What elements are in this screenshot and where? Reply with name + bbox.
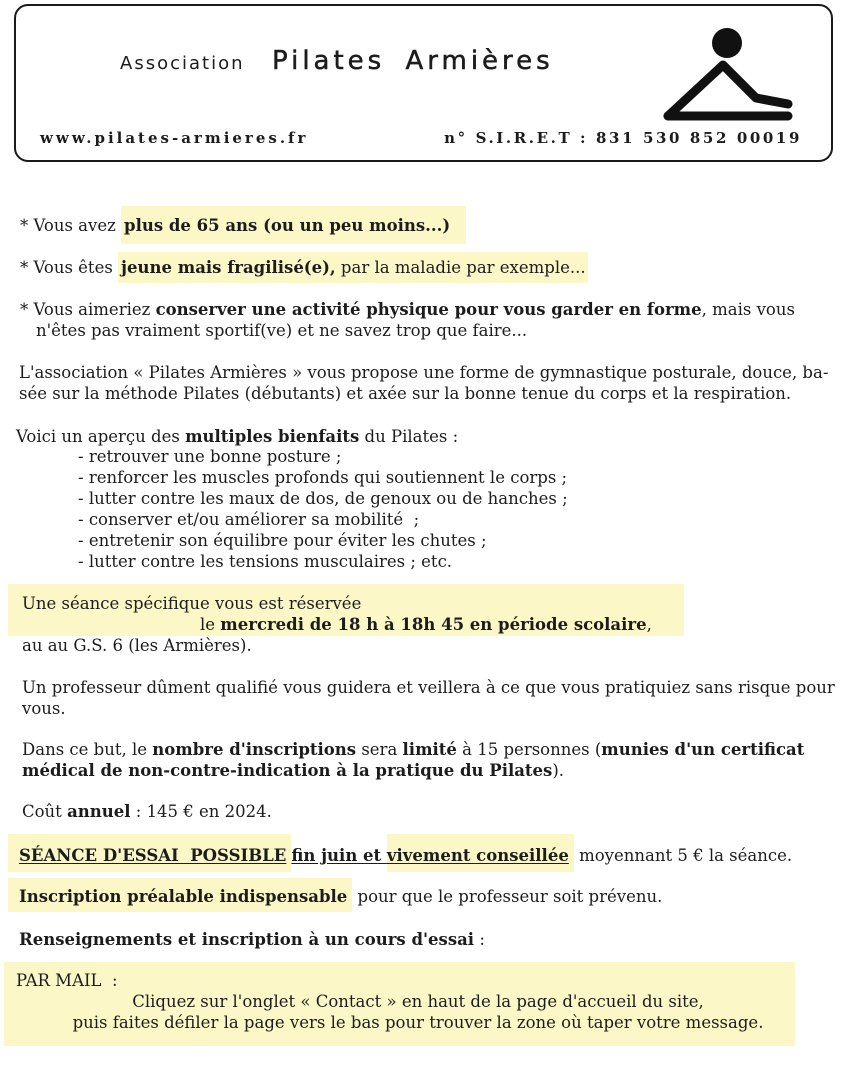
intro-fragile-text: * Vous êtes [20, 258, 119, 277]
session-location: au au G.S. 6 (les Armières). [22, 636, 252, 655]
benefit-item: - entretenir son équilibre pour éviter les chutes ; [78, 531, 487, 550]
teacher-line-2: vous. [22, 699, 66, 718]
limit-text-1: Dans ce but, le [22, 740, 153, 759]
association-label: Association [120, 53, 245, 74]
contact-heading-rest: : [474, 930, 485, 949]
session-line-2 [200, 614, 652, 635]
benefits-intro [16, 426, 458, 447]
intro-fragile-bold: jeune mais fragilisé(e), [121, 258, 336, 277]
limit-line-2 [22, 760, 564, 781]
contact-heading [19, 929, 485, 950]
limit-text-3: à 15 personnes ( [456, 740, 602, 759]
cost-line [22, 801, 272, 822]
limit-line-1 [22, 739, 804, 760]
teacher-line-1: Un professeur dûment qualifié vous guidera et veillera à ce que vous pratiquiez sans risque pour [22, 678, 835, 697]
cost-rest: : 145 € en 2024. [130, 802, 272, 821]
intro-line-fragile [20, 257, 588, 278]
session-time: mercredi de 18 h à 18h 45 en période scolaire [220, 615, 647, 634]
benefit-item: - lutter contre les tensions musculaires ; etc. [78, 552, 453, 571]
mail-label: PAR MAIL : [16, 971, 118, 990]
trial-highlight: SÉANCE D'ESSAI POSSIBLE [8, 834, 291, 872]
trial-price: moyennant 5 € la séance. [573, 846, 793, 865]
trial-period: fin juin et [291, 846, 387, 865]
presentation-line-1: L'association « Pilates Armières » vous propose une forme de gymnastique posturale, douce, ba- [19, 363, 829, 382]
trial-line [8, 845, 792, 866]
limit-bold-4: médical de non-contre-indication à la pratique du Pilates [22, 761, 553, 780]
cost-bold: annuel [67, 802, 131, 821]
limit-text-4: ). [552, 761, 565, 780]
benefit-item: - lutter contre les maux de dos, de genoux ou de hanches ; [78, 489, 568, 508]
intro-activity-bold: conserver une activité physique pour vous garder en forme [155, 300, 702, 319]
benefits-intro-bold: multiples bienfaits [185, 427, 360, 446]
intro-line-age [20, 215, 466, 236]
registration-highlight: Inscription préalable indispensable [8, 878, 352, 912]
intro-fragile-highlight [118, 252, 588, 283]
website-link[interactable]: www.pilates-armieres.fr [40, 129, 309, 147]
intro-activity-continuation: n'êtes pas vraiment sportif(ve) et ne savez trop que faire... [36, 321, 528, 340]
cost-text: Coût [22, 802, 68, 821]
limit-bold-2: limité [402, 740, 457, 759]
contact-instruction-2: puis faites défiler la page vers le bas pour trouver la zone où taper votre message. [72, 1013, 764, 1032]
intro-activity-rest: , mais vous [701, 300, 795, 319]
intro-fragile-rest: par la maladie par exemple... [335, 258, 586, 277]
benefits-intro-text: Voici un aperçu des [16, 427, 186, 446]
limit-bold-1: nombre d'inscriptions [152, 740, 357, 759]
siret-number: n° S.I.R.E.T : 831 530 852 00019 [444, 129, 802, 147]
registration-rest: pour que le professeur soit prévenu. [352, 887, 663, 906]
presentation-line-2: sée sur la méthode Pilates (débutants) et axée sur la bonne tenue du corps et la respiration. [19, 384, 792, 403]
intro-line-activity [20, 299, 795, 320]
limit-text-2: sera [356, 740, 403, 759]
registration-line [8, 886, 662, 907]
intro-age-text: * Vous avez [20, 216, 122, 235]
club-name: Pilates Armières [272, 46, 554, 76]
limit-bold-3: munies d'un certificat [601, 740, 805, 759]
session-line-1: Une séance spécifique vous est réservée [22, 594, 362, 613]
benefit-item: - renforcer les muscles profonds qui soutiennent le corps ; [78, 468, 568, 487]
intro-activity-text: * Vous aimeriez [20, 300, 156, 319]
session-time-prefix: le [200, 615, 221, 634]
benefit-item: - retrouver une bonne posture ; [78, 447, 342, 466]
session-time-suffix: , [646, 615, 652, 634]
trial-recommended: vivement conseillée [387, 834, 574, 872]
contact-heading-bold: Renseignements et inscription à un cours d'essai [19, 930, 475, 949]
benefits-intro-rest: du Pilates : [359, 427, 459, 446]
benefit-item: - conserver et/ou améliorer sa mobilité ; [78, 510, 420, 529]
pilates-figure-icon [650, 20, 800, 130]
contact-instruction-1: Cliquez sur l'onglet « Contact » en haut de la page d'accueil du site, [132, 992, 704, 1011]
intro-age-highlight: plus de 65 ans (ou un peu moins...) [121, 206, 466, 244]
